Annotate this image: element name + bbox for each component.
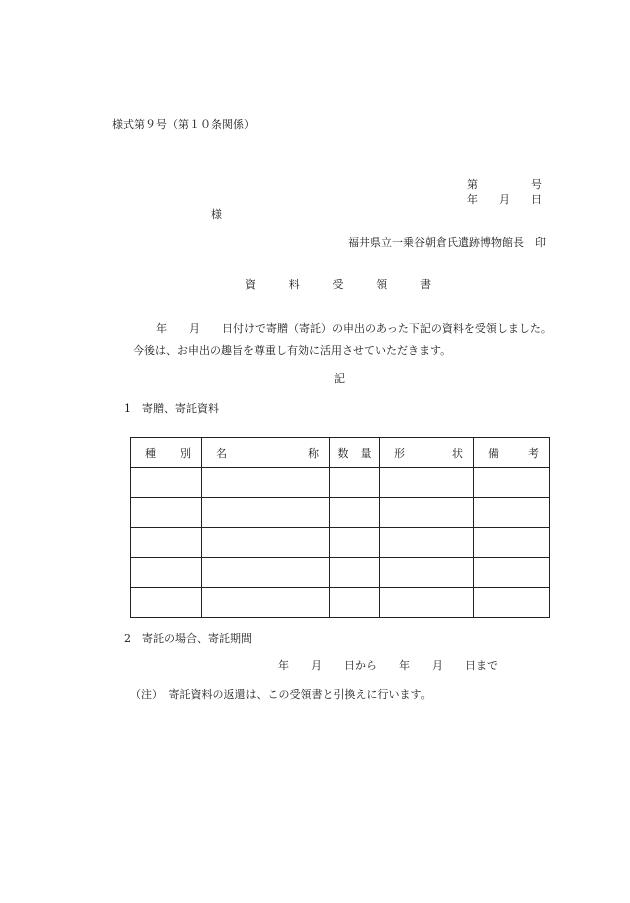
- title-char: 書: [420, 278, 431, 291]
- title-char: 料: [288, 278, 300, 291]
- table-cell[interactable]: [380, 498, 474, 528]
- table-cell[interactable]: [330, 468, 380, 498]
- table-cell[interactable]: [380, 588, 474, 618]
- donation-items-table: [130, 437, 550, 618]
- title-char: 受: [332, 278, 344, 291]
- table-cell[interactable]: [202, 468, 330, 498]
- document-number-line: [467, 178, 542, 192]
- date-line: [467, 193, 542, 207]
- body-line-2: 今後は、お申出の趣旨を尊重し有効に活用させていただきます。: [133, 344, 452, 357]
- table-cell[interactable]: [202, 588, 330, 618]
- table-row: [131, 588, 550, 618]
- header-shape: 形 状: [380, 438, 474, 468]
- section-2-heading: 2 寄託の場合、寄託期間: [124, 632, 252, 645]
- header-remarks: 備 考: [474, 438, 550, 468]
- body-line-1: 年 月 日付けで寄贈（寄託）の申出のあった下記の資料を受領しました。: [156, 322, 552, 335]
- table-row: [131, 558, 550, 588]
- date-day: 日: [531, 193, 542, 206]
- table-cell[interactable]: [131, 528, 202, 558]
- note: （注） 寄託資料の返還は、この受領書と引換えに行います。: [130, 688, 432, 701]
- form-number: 様式第９号（第１０条関係）: [112, 118, 255, 131]
- table-cell[interactable]: [474, 528, 550, 558]
- title-char: 資: [245, 278, 256, 291]
- table-cell[interactable]: [131, 558, 202, 588]
- table-cell[interactable]: [131, 468, 202, 498]
- table-cell[interactable]: [474, 468, 550, 498]
- title-char: 領: [376, 278, 388, 291]
- table-cell[interactable]: [380, 528, 474, 558]
- table-cell[interactable]: [330, 558, 380, 588]
- addressee-suffix: 様: [211, 208, 222, 221]
- header-quantity: 数 量: [330, 438, 380, 468]
- table-cell[interactable]: [131, 498, 202, 528]
- table-cell[interactable]: [330, 588, 380, 618]
- table-row: [131, 498, 550, 528]
- ki-heading: 記: [334, 372, 345, 385]
- date-month: 月: [499, 193, 510, 206]
- table-cell[interactable]: [131, 588, 202, 618]
- deposit-period: 年 月 日から 年 月 日まで: [278, 659, 498, 672]
- table-cell[interactable]: [474, 498, 550, 528]
- table-cell[interactable]: [202, 558, 330, 588]
- doc-number-dai: 第: [467, 178, 478, 191]
- table-cell[interactable]: [474, 558, 550, 588]
- table-cell[interactable]: [202, 528, 330, 558]
- table-row: [131, 468, 550, 498]
- table-header-row: [131, 438, 550, 468]
- document-title: [245, 278, 431, 292]
- table-cell[interactable]: [330, 498, 380, 528]
- date-year: 年: [467, 193, 478, 206]
- table-cell[interactable]: [474, 588, 550, 618]
- doc-number-go: 号: [531, 178, 542, 191]
- table-cell[interactable]: [330, 528, 380, 558]
- table-row: [131, 528, 550, 558]
- table-cell[interactable]: [380, 468, 474, 498]
- table-cell[interactable]: [380, 558, 474, 588]
- issuer-name: 福井県立一乗谷朝倉氏遺跡博物館長 印: [348, 236, 546, 249]
- section-1-heading: 1 寄贈、寄託資料: [124, 402, 219, 415]
- header-type: 種 別: [131, 438, 202, 468]
- header-name: 名 称: [202, 438, 330, 468]
- table-cell[interactable]: [202, 498, 330, 528]
